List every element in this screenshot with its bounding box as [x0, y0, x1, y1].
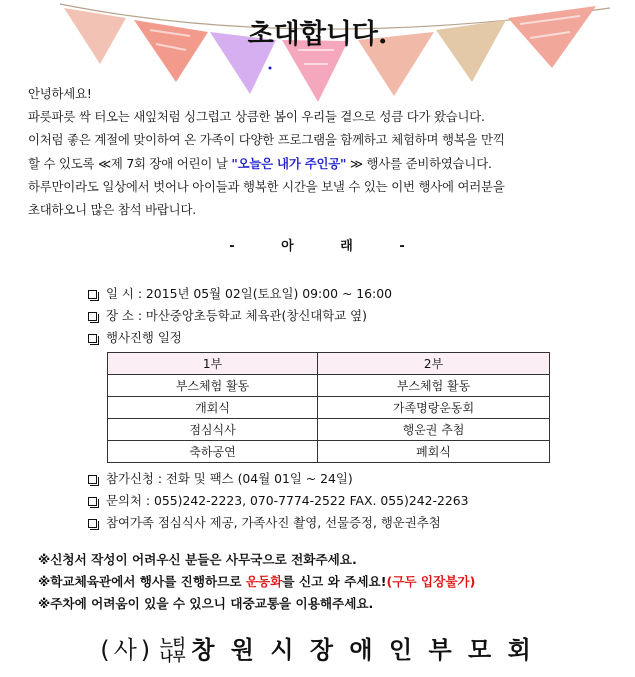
detail-item [88, 327, 392, 349]
invitation-body [28, 82, 618, 221]
table-cell: 점심식사 [108, 419, 318, 441]
event-name: "오늘은 내가 주인공" [231, 155, 347, 171]
organization-footer [0, 630, 635, 665]
table-row [108, 375, 550, 397]
paragraph-text: 할 수 있도록 ≪제 7회 장애 어린이 날 [28, 155, 232, 171]
org-name: 창 원 시 장 애 인 부 모 회 [191, 636, 535, 664]
paragraph-line: 파릇파릇 싹 터오는 새잎처럼 싱그럽고 상큼한 봄이 우리들 곁으로 성큼 다가 왔습니다. [28, 109, 485, 125]
detail-schedule-label: 행사진행 일정 [106, 330, 182, 345]
paragraph-text: ≫ 행사를 준비하였습니다. [346, 155, 492, 171]
schedule-table [107, 352, 550, 463]
notice-line [38, 571, 475, 593]
section-heading: - 아 래 - [229, 239, 406, 254]
detail-item [88, 512, 469, 534]
greeting: 안녕하세요! [28, 86, 92, 101]
notice-line: ※신청서 작성이 어려우신 분들은 사무국으로 전화주세요. [38, 552, 357, 567]
checkbox-bullet-icon [88, 497, 97, 506]
org-logo [160, 638, 185, 664]
paragraph-line: 초대하오니 많은 참석 바랍니다. [28, 202, 196, 218]
logo-text-top: 느티 [160, 637, 186, 652]
notice-highlight: 운동화 [245, 574, 283, 589]
detail-item [88, 468, 469, 490]
notice-text: 를 신고 와 주세요! [282, 574, 387, 589]
org-prefix: (사) [100, 636, 155, 664]
table-row [108, 441, 550, 463]
table-cell: 부스체험 활동 [318, 375, 550, 397]
paragraph-line: 하루만이라도 일상에서 벗어나 아이들과 행복한 시간을 보낼 수 있는 이번 행사에 여러분을 [28, 178, 505, 194]
table-cell: 행운권 추첨 [318, 419, 550, 441]
table-row [108, 419, 550, 441]
paragraph-line [28, 152, 618, 175]
detail-item [88, 283, 392, 305]
checkbox-bullet-icon [88, 312, 97, 321]
checkbox-bullet-icon [88, 334, 97, 343]
notice-line: ※주차에 어려움이 있을 수 있으니 대중교통을 이용해주세요. [38, 596, 374, 611]
notice-block [38, 549, 475, 615]
detail-location: 장 소 : 마산중앙초등학교 체육관(창신대학교 옆) [106, 308, 367, 323]
page-title: 초대합니다. [247, 19, 388, 50]
table-header-row [108, 353, 550, 375]
registration-details [88, 468, 469, 534]
detail-contact: 문의처 : 055)242-2223, 070-7774-2522 FAX. 055)242-2263 [106, 493, 469, 508]
detail-item [88, 490, 469, 512]
notice-text: ※학교체육관에서 행사를 진행하므로 [38, 574, 246, 589]
paragraph-line: 이처럼 좋은 계절에 맞이하여 온 가족이 다양한 프로그램을 함께하고 체험하며 행복을 만끽 [28, 132, 505, 148]
table-header: 1부 [108, 353, 318, 375]
detail-registration: 참가신청 : 전화 및 팩스 (04월 01일 ~ 24일) [106, 471, 353, 486]
checkbox-bullet-icon [88, 519, 97, 528]
table-cell: 부스체험 활동 [108, 375, 318, 397]
checkbox-bullet-icon [88, 290, 97, 299]
notice-highlight: (구두 입장불가) [386, 574, 476, 589]
table-cell: 개회식 [108, 397, 318, 419]
table-cell: 가족명랑운동회 [318, 397, 550, 419]
detail-date: 일 시 : 2015년 05월 02일(토요일) 09:00 ~ 16:00 [106, 286, 392, 301]
detail-benefits: 참여가족 점심식사 제공, 가족사진 촬영, 선물증정, 행운권추첨 [106, 515, 441, 530]
table-cell: 축하공연 [108, 441, 318, 463]
table-row [108, 397, 550, 419]
event-details [88, 283, 392, 349]
logo-text-bottom: 나무 [160, 650, 186, 665]
table-header: 2부 [318, 353, 550, 375]
checkbox-bullet-icon [88, 475, 97, 484]
detail-item [88, 305, 392, 327]
table-cell: 폐회식 [318, 441, 550, 463]
